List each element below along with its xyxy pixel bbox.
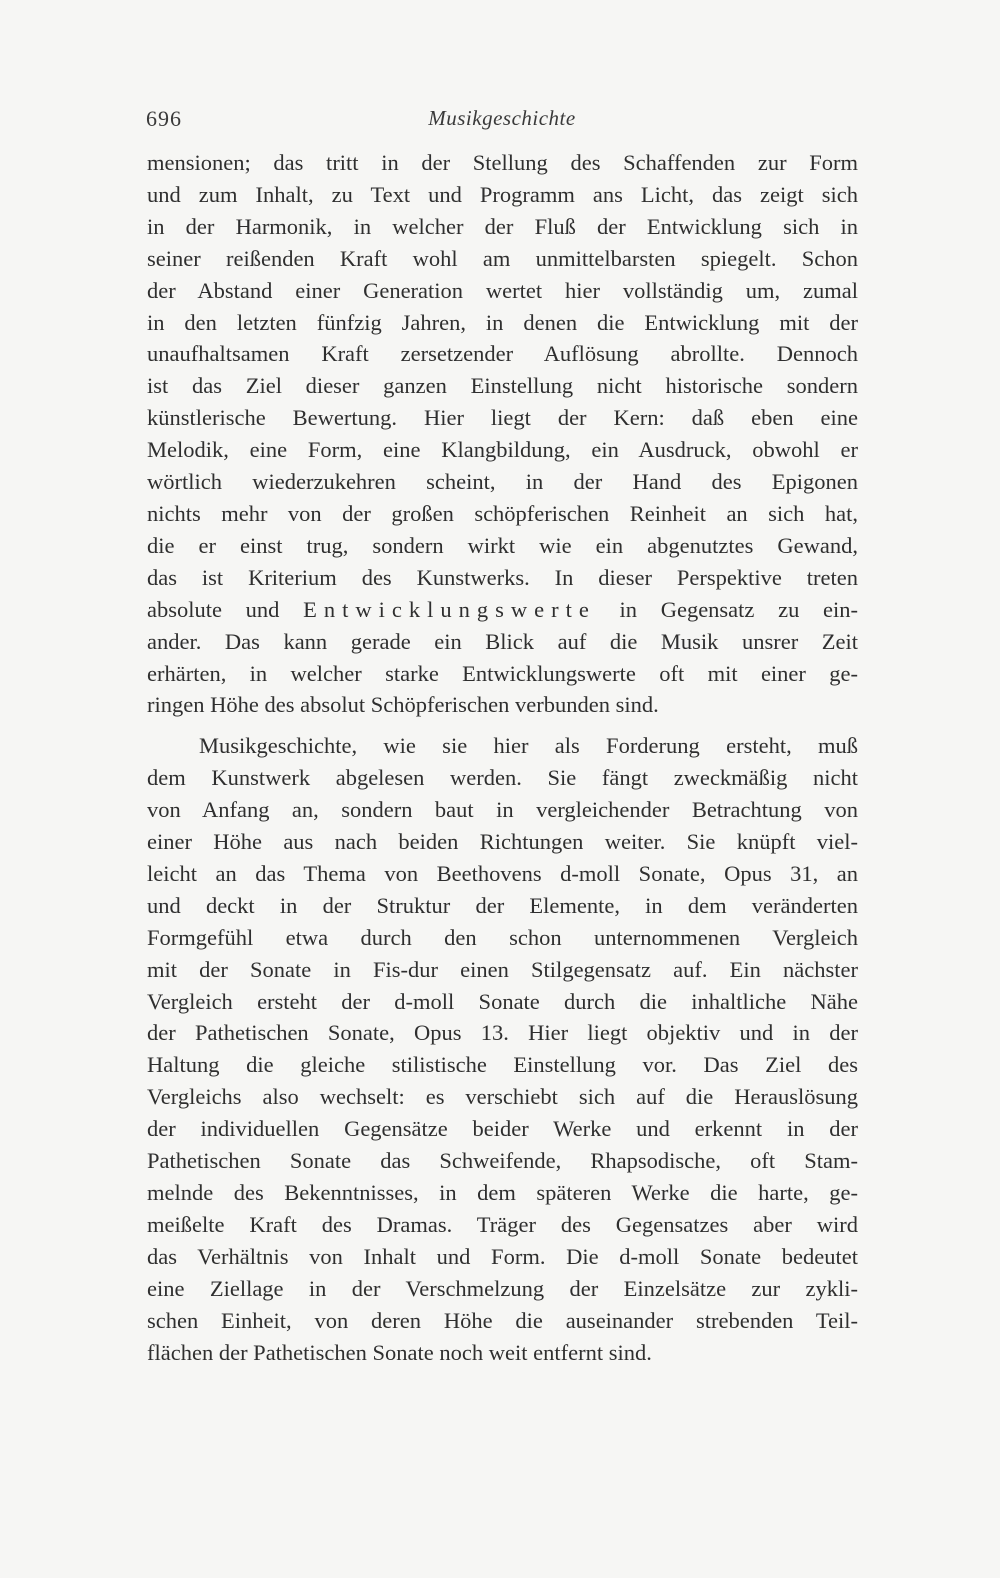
text-line: seiner reißenden Kraft wohl am unmittelbarsten spiegelt. Schon bbox=[147, 245, 858, 271]
text-line: einer Höhe aus nach beiden Richtungen weiter. Sie knüpft viel- bbox=[147, 829, 858, 855]
text-line: Musikgeschichte, wie sie hier als Forderung ersteht, muß bbox=[199, 733, 858, 759]
text-line: Haltung die gleiche stilistische Einstellung vor. Das Ziel des bbox=[147, 1052, 858, 1078]
text-line: ringen Höhe des absolut Schöpferischen verbunden sind. bbox=[147, 692, 659, 718]
text-line: in den letzten fünfzig Jahren, in denen die Entwicklung mit der bbox=[147, 309, 858, 335]
text-segment: absolute und bbox=[147, 596, 304, 622]
text-line: schen Einheit, von deren Höhe die auseinander strebenden Teil- bbox=[147, 1307, 858, 1333]
text-line: von Anfang an, sondern baut in vergleichender Betrachtung von bbox=[147, 797, 858, 823]
text-line: dem Kunstwerk abgelesen werden. Sie fängt zweckmäßig nicht bbox=[147, 765, 858, 791]
text-line: und deckt in der Struktur der Elemente, in dem veränderten bbox=[147, 892, 858, 918]
text-line-spaced bbox=[147, 594, 858, 626]
text-line: der individuellen Gegensätze beider Werke und erkennt in der bbox=[147, 1116, 858, 1142]
body-text bbox=[147, 147, 858, 1368]
text-line: Pathetischen Sonate das Schweifende, Rhapsodische, oft Stam- bbox=[147, 1148, 858, 1174]
page-header bbox=[146, 106, 858, 134]
text-line: Melodik, eine Form, eine Klangbildung, ein Ausdruck, obwohl er bbox=[147, 437, 858, 463]
text-line: unaufhaltsamen Kraft zersetzender Auflösung abrollte. Dennoch bbox=[147, 341, 858, 367]
text-line: Vergleich ersteht der d-moll Sonate durch die inhaltliche Nähe bbox=[147, 988, 858, 1014]
running-title: Musikgeschichte bbox=[428, 106, 576, 130]
text-line: künstlerische Bewertung. Hier liegt der Kern: daß eben eine bbox=[147, 405, 858, 431]
text-line: eine Ziellage in der Verschmelzung der Einzelsätze zur zykli- bbox=[147, 1275, 858, 1301]
text-line: die er einst trug, sondern wirkt wie ein abgenutztes Gewand, bbox=[147, 532, 858, 558]
text-line: Formgefühl etwa durch den schon unternommenen Vergleich bbox=[147, 924, 858, 950]
text-line: leicht an das Thema von Beethovens d-moll Sonate, Opus 31, an bbox=[147, 860, 858, 886]
paragraph-gap bbox=[147, 721, 858, 730]
text-line: meißelte Kraft des Dramas. Träger des Gegensatzes aber wird bbox=[147, 1211, 858, 1237]
text-segment: in Gegensatz zu ein- bbox=[595, 596, 858, 622]
text-line: und zum Inhalt, zu Text und Programm ans Licht, das zeigt sich bbox=[147, 181, 858, 207]
text-line: der Abstand einer Generation wertet hier vollständig um, zumal bbox=[147, 277, 858, 303]
text-line: flächen der Pathetischen Sonate noch weit entfernt sind. bbox=[147, 1339, 652, 1365]
text-line: erhärten, in welcher starke Entwicklungswerte oft mit einer ge- bbox=[147, 660, 858, 686]
text-line: nichts mehr von der großen schöpferischen Reinheit an sich hat, bbox=[147, 500, 858, 526]
page-number: 696 bbox=[146, 106, 182, 131]
text-line: in der Harmonik, in welcher der Fluß der Entwicklung sich in bbox=[147, 213, 858, 239]
text-line: ist das Ziel dieser ganzen Einstellung nicht historische sondern bbox=[147, 373, 858, 399]
text-line: mensionen; das tritt in der Stellung des Schaffenden zur Form bbox=[147, 150, 858, 175]
text-line: wörtlich wiederzukehren scheint, in der Hand des Epigonen bbox=[147, 469, 858, 495]
text-line: melnde des Bekenntnisses, in dem späteren Werke die harte, ge- bbox=[147, 1180, 858, 1205]
text-line: ander. Das kann gerade ein Blick auf die Musik unsrer Zeit bbox=[147, 628, 858, 654]
text-line: das Verhältnis von Inhalt und Form. Die d-moll Sonate bedeutet bbox=[147, 1243, 858, 1269]
text-line: das ist Kriterium des Kunstwerks. In dieser Perspektive treten bbox=[147, 564, 858, 590]
text-line: Vergleichs also wechselt: es verschiebt sich auf die Herauslösung bbox=[147, 1084, 858, 1110]
text-line: mit der Sonate in Fis-dur einen Stilgegensatz auf. Ein nächster bbox=[147, 956, 858, 982]
text-line: der Pathetischen Sonate, Opus 13. Hier liegt objektiv und in der bbox=[147, 1020, 858, 1046]
emphasized-term: Entwicklungswerte bbox=[303, 596, 596, 622]
